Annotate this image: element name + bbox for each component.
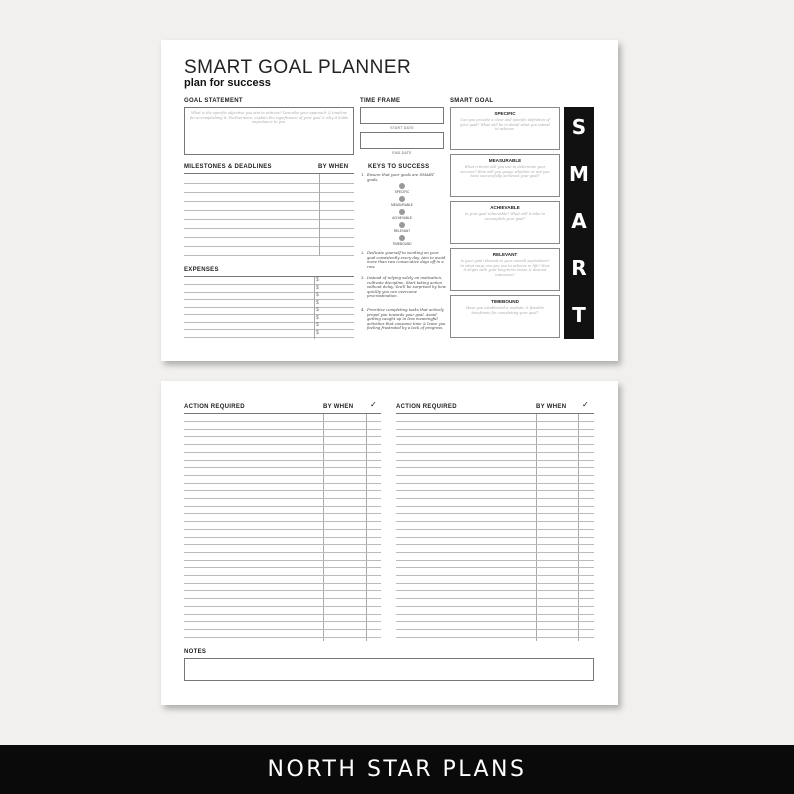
by-when-label-left: BY WHEN [323, 404, 354, 410]
brand-name: NORTH STAR PLANS [267, 757, 527, 782]
ruled-line[interactable] [396, 606, 594, 607]
smart-letter-t: T [572, 303, 586, 327]
ruled-line[interactable] [184, 614, 381, 615]
expense-currency-symbol: $ [316, 277, 319, 283]
by-when-label-right: BY WHEN [536, 404, 567, 410]
timebound-box[interactable] [450, 295, 560, 338]
smart-letter-s: S [571, 115, 587, 139]
milestones-column-divider [319, 174, 320, 256]
ruled-line[interactable] [396, 498, 594, 499]
flow-achievable: ACHIEVABLE [392, 216, 412, 220]
ruled-line[interactable] [396, 429, 594, 430]
notes-field[interactable] [184, 658, 594, 681]
ruled-line[interactable] [396, 583, 594, 584]
check-divider-right [578, 414, 579, 641]
action-required-label-left: ACTION REQUIRED [184, 404, 245, 410]
relevant-box[interactable] [450, 248, 560, 291]
measurable-label: MEASURABLE [488, 158, 522, 163]
timebound-label: TIMEBOUND [491, 299, 519, 304]
by-when-divider-left [323, 414, 324, 641]
ruled-line[interactable] [184, 498, 381, 499]
ruled-line[interactable] [184, 228, 354, 229]
action-header-rule-right [396, 413, 594, 414]
smart-letter-m: M [569, 162, 589, 186]
ruled-line[interactable] [184, 506, 381, 507]
start-date-caption: START DATE [390, 126, 414, 130]
ruled-line[interactable] [396, 637, 594, 638]
ruled-line[interactable] [184, 307, 354, 308]
planner-page-2 [161, 381, 618, 705]
ruled-line[interactable] [184, 560, 381, 561]
ruled-line[interactable] [396, 629, 594, 630]
ruled-line[interactable] [184, 444, 381, 445]
ruled-line[interactable] [184, 621, 381, 622]
ruled-line[interactable] [184, 292, 354, 293]
ruled-line[interactable] [396, 475, 594, 476]
ruled-line[interactable] [184, 637, 381, 638]
specific-hint: Can you provide a clear and specific definition of your goal? What will be in detail what you intend to achieve. [460, 118, 550, 132]
milestones-by-when-label: BY WHEN [318, 164, 349, 170]
brand-banner [0, 745, 794, 794]
smart-letters-strip [564, 107, 594, 339]
ruled-line[interactable] [184, 513, 381, 514]
ruled-line[interactable] [184, 490, 381, 491]
flow-relevant: RELEVANT [393, 229, 411, 233]
ruled-line[interactable] [396, 567, 594, 568]
goal-statement-hint: What is the specific objective you aim to achieve? Describe your approach & timeline for accomplishing it. Furthermore, explain the significance of your goal & why it holds importance to you. [189, 111, 349, 125]
expense-currency-symbol: $ [316, 284, 319, 291]
action-required-label-right: ACTION REQUIRED [396, 404, 457, 410]
ruled-line[interactable] [396, 421, 594, 422]
ruled-line[interactable] [184, 436, 381, 437]
ruled-line[interactable] [184, 529, 381, 530]
expense-currency-symbol: $ [316, 322, 319, 328]
ruled-line[interactable] [184, 183, 354, 184]
ruled-line[interactable] [396, 467, 594, 468]
ruled-line[interactable] [184, 544, 381, 545]
key-item-1: 1. Ensure that your goals are SMART goals. [361, 172, 435, 182]
ruled-line[interactable] [396, 544, 594, 545]
relevant-hint: Is your goal relevant to your overall aspirations? In what ways can you use to achieve in life? How it aligns with your long-term vision & desired outcomes? [460, 259, 550, 277]
ruled-line[interactable] [184, 537, 381, 538]
flow-dot-icon [399, 183, 405, 189]
ruled-line[interactable] [396, 529, 594, 530]
ruled-line[interactable] [396, 513, 594, 514]
ruled-line[interactable] [184, 284, 354, 285]
expenses-column-divider [314, 277, 315, 339]
ruled-line[interactable] [184, 598, 381, 599]
ruled-line[interactable] [396, 552, 594, 553]
goal-statement-label: GOAL STATEMENT [184, 98, 243, 104]
ruled-line[interactable] [396, 444, 594, 445]
ruled-line[interactable] [396, 436, 594, 437]
checkmark-icon: ✓ [582, 400, 589, 409]
page-subtitle: plan for success [184, 77, 271, 89]
ruled-line[interactable] [396, 598, 594, 599]
measurable-hint: What criteria will you use to determine your success? How will you gauge whether or not you have successfully achieved your goal? [460, 165, 550, 179]
expense-currency-symbol: $ [316, 329, 319, 336]
measurable-box[interactable] [450, 154, 560, 197]
ruled-line[interactable] [396, 560, 594, 561]
ruled-line[interactable] [184, 629, 381, 630]
specific-box[interactable] [450, 107, 560, 150]
checkmark-icon: ✓ [370, 400, 377, 409]
ruled-line[interactable] [184, 322, 354, 323]
ruled-line[interactable] [184, 475, 381, 476]
milestones-label: MILESTONES & DEADLINES [184, 164, 272, 170]
expense-currency-symbol: $ [316, 307, 319, 313]
expense-currency-symbol: $ [316, 314, 319, 321]
relevant-label: RELEVANT [492, 252, 518, 257]
expense-currency-symbol: $ [316, 299, 319, 306]
ruled-line[interactable] [184, 606, 381, 607]
ruled-line[interactable] [396, 483, 594, 484]
ruled-line[interactable] [184, 583, 381, 584]
ruled-line[interactable] [396, 452, 594, 453]
expense-currency-symbol: $ [316, 292, 319, 298]
flow-specific: SPECIFIC [394, 190, 410, 194]
key-item-4: 4. Prioritize completing tasks that actively propel you towards your goal. Avoid getting caught up in less meaningful activities that consume time & leave you feeling frustrated by a lack of progress. [361, 307, 446, 331]
ruled-line[interactable] [184, 552, 381, 553]
flow-dot-icon [399, 235, 405, 241]
ruled-line[interactable] [184, 567, 381, 568]
by-when-divider-right [536, 414, 537, 641]
ruled-line[interactable] [184, 219, 354, 220]
check-divider-left [366, 414, 367, 641]
ruled-line[interactable] [396, 621, 594, 622]
ruled-line[interactable] [396, 521, 594, 522]
page-title: SMART GOAL PLANNER [184, 57, 412, 78]
ruled-line[interactable] [396, 490, 594, 491]
ruled-line[interactable] [396, 590, 594, 591]
smart-goal-label: SMART GOAL [450, 98, 494, 104]
ruled-line[interactable] [396, 614, 594, 615]
flow-measurable: MEASURABLE [391, 203, 413, 207]
achievable-box[interactable] [450, 201, 560, 244]
goal-statement-field[interactable] [184, 107, 354, 155]
ruled-line[interactable] [184, 299, 354, 300]
keys-to-success-label: KEYS TO SUCCESS [368, 164, 430, 170]
action-header-rule-left [184, 413, 381, 414]
ruled-line[interactable] [184, 201, 354, 202]
timebound-hint: Have you established a realistic & feasible timeframe for completing your goal? [466, 306, 544, 315]
key-item-3: 3. Instead of relying solely on motivation, cultivate discipline. Start taking action without delay. You'll be surprised by how quickly you can overcome procrastination. [361, 275, 446, 299]
ruled-line[interactable] [396, 537, 594, 538]
ruled-line[interactable] [184, 329, 354, 330]
time-frame-label: TIME FRAME [360, 98, 401, 104]
ruled-line[interactable] [184, 483, 381, 484]
smart-letter-a: A [571, 209, 587, 233]
milestones-header-rule [184, 173, 354, 174]
expenses-label: EXPENSES [184, 267, 219, 273]
planner-page-1 [161, 40, 618, 361]
ruled-line[interactable] [396, 460, 594, 461]
flow-dot-icon [399, 196, 405, 202]
ruled-line[interactable] [396, 506, 594, 507]
start-date-field[interactable] [360, 107, 444, 124]
ruled-line[interactable] [184, 192, 354, 193]
ruled-line[interactable] [184, 337, 354, 338]
ruled-line[interactable] [184, 521, 381, 522]
ruled-line[interactable] [184, 575, 381, 576]
achievable-label: ACHIEVABLE [490, 205, 520, 210]
ruled-line[interactable] [184, 452, 381, 453]
notes-label: NOTES [184, 649, 207, 655]
flow-dot-icon [399, 209, 405, 215]
ruled-line[interactable] [184, 255, 354, 256]
ruled-line[interactable] [184, 314, 354, 315]
smart-letter-r: R [571, 256, 587, 280]
ruled-line[interactable] [184, 210, 354, 211]
ruled-line[interactable] [396, 575, 594, 576]
ruled-line[interactable] [184, 467, 381, 468]
key-item-2: 2. Dedicate yourself to working on your goal consistently every day. Aim to avoid more than two consecutive days off in a row. [361, 250, 446, 269]
flow-dot-icon [399, 222, 405, 228]
ruled-line[interactable] [184, 237, 354, 238]
ruled-line[interactable] [184, 590, 381, 591]
specific-label: SPECIFIC [494, 111, 516, 116]
achievable-hint: Is your goal achievable? What will it take to accomplish your goal? [464, 212, 546, 221]
expenses-header-rule [184, 276, 354, 277]
end-date-caption: END DATE [392, 151, 412, 155]
end-date-field[interactable] [360, 132, 444, 149]
ruled-line[interactable] [184, 421, 381, 422]
flow-timebound: TIMEBOUND [392, 242, 412, 246]
ruled-line[interactable] [184, 429, 381, 430]
ruled-line[interactable] [184, 246, 354, 247]
ruled-line[interactable] [184, 460, 381, 461]
